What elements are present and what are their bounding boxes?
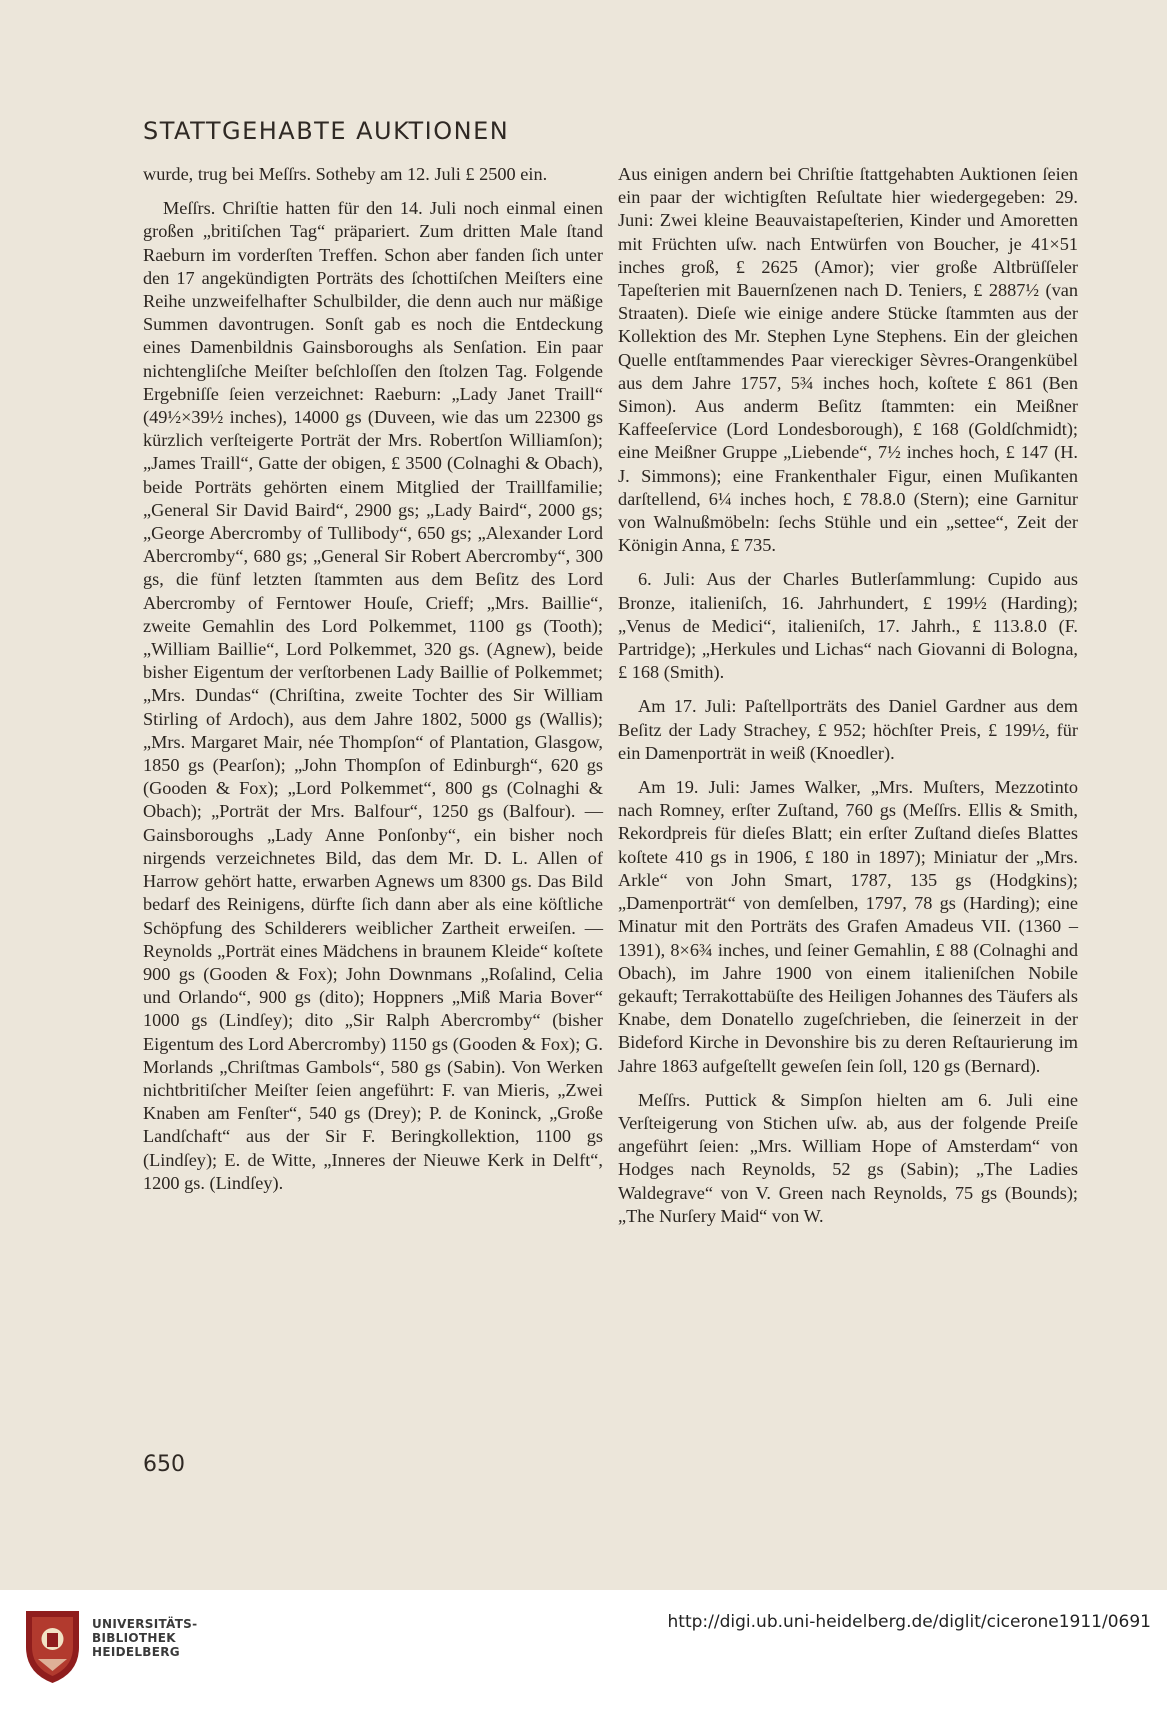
paragraph: Am 19. Juli: James Walker, „Mrs. Muſters, Mezzotinto nach Romney, erſter Zuſtand, 760 gs (Meſſrs. Ellis & Smith, Rekordpreis für dieſes Blatt; ein erſter Zuſtand dieſes Blattes koſtete 410 gs in 1906, £ 180 in 1897); Miniatur der „Mrs. Arkle“ von John Smart, 1787, 135 gs (Hodgkins); „Damenporträt“ von demſelben, 1797, 78 gs (Harding); eine Minatur mit den Porträts des Grafen Amadeus VII. (1360 – 1391), 8×6¾ inches, und ſeiner Gemahlin, £ 88 (Colnaghi and Obach), im Jahre 1900 von einem italieniſchen Nobile gekauft; Terrakottabüſte des Heiligen Johannes des Täufers als Knabe, dem Donatello zugeſchrieben, die ſeinerzeit in der Bideford Kirche in Devonshire bis zu deren Reſtaurierung im Jahre 1863 aufgeſtellt geweſen ſein ſoll, 120 gs (Bernard). <box>618 777 1078 1076</box>
source-url-link[interactable]: http://digi.ub.uni-heidelberg.de/diglit/cicerone1911/0691 <box>667 1612 1151 1632</box>
right-column <box>618 163 1078 1228</box>
paragraph: Meſſrs. Puttick & Simpſon hielten am 6. Juli eine Verſteigerung von Stichen uſw. ab, aus der folgende Preiſe angeführt ſeien: „Mrs. William Hope of Amsterdam“ von Hodges nach Reynolds, 52 gs (Sabin); „The Ladies Waldegrave“ von V. Green nach Reynolds, 75 gs (Bounds); „The Nurſery Maid“ von W. <box>618 1089 1078 1226</box>
library-name-line: BIBLIOTHEK <box>92 1631 176 1645</box>
paragraph: wurde, trug bei Meſſrs. Sotheby am 12. Juli £ 2500 ein. <box>143 164 548 184</box>
paragraph: Am 17. Juli: Paſtellporträts des Daniel Gardner aus dem Beſitz der Lady Strachey, £ 952; höchſter Preis, £ 199½, für ein Damenporträt in weiß (Knoedler). <box>618 696 1078 763</box>
library-name <box>92 1617 197 1659</box>
paragraph: Meſſrs. Chriſtie hatten für den 14. Juli noch einmal einen großen „britiſchen Tag“ präpariert. Zum dritten Male ſtand Raeburn im vorderſten Treffen. Schon aber fanden ſich unter den 17 angekündigten Porträts des ſchottiſchen Meiſters eine Reihe unzweifelhafter Schulbilder, die denn auch nur mäßige Summen davontrugen. Sonſt gab es noch die Entdeckung eines Damenbildnis Gainsboroughs als Senſation. Ein paar nichtengliſche Meiſter beſchloſſen den ſtolzen Tag. Folgende Ergebniſſe ſeien verzeichnet: Raeburn: „Lady Janet Traill“ (49½×39½ inches), 14000 gs (Duveen, wie das um 22300 gs kürzlich verſteigerte Porträt der Mrs. Robertſon Williamſon); „James Traill“, Gatte der obigen, £ 3500 (Colnaghi & Obach), beide Porträts gehörten einem Mitglied der Traillfamilie; „General Sir David Baird“, 2900 gs; „Lady Baird“, 2000 gs; „George Abercromby of Tullibody“, 650 gs; „Alexander Lord Abercromby“, 680 gs; „General Sir Robert Abercromby“, 300 gs, die fünf letzten ſtammten aus dem Beſitz des Lord Abercromby of Ferntower Houſe, Crieff; „Mrs. Baillie“, zweite Gemahlin des Lord Polkemmet, 1100 gs (Tooth); „William Baillie“, Lord Polkemmet, 320 gs. (Agnew), beide bisher Eigentum der verſtorbenen Lady Baillie of Polkemmet; „Mrs. Dundas“ (Chriſtina, zweite Tochter des Sir William Stirling of Ardoch), aus dem Jahre 1802, 5000 gs (Wallis); „Mrs. Margaret Mair, née Thompſon“ of Plantation, Glasgow, 1850 gs (Pearſon); „John Thompſon of Edinburgh“, 620 gs (Gooden & Fox); „Lord Polkemmet“, 800 gs (Colnaghi & Obach); „Porträt der Mrs. Balfour“, 1250 gs (Balfour). — Gainsboroughs „Lady Anne Ponſonby“, ein bisher noch nirgends verzeichnetes Bild, das dem Mr. D. L. Allen of Harrow gehört hatte, erwarben Agnews um 8300 gs. Das Bild bedarf des Reinigens, dürfte ſich dann aber als eine köſtliche Schöpfung des Schilderers weiblicher Zartheit erweiſen. — Reynolds „Porträt eines Mädchens in braunem Kleide“ koſtete 900 gs (Gooden & Fox); John Downmans „Roſalind, Celia und Orlando“, 900 gs (dito); Hoppners „Miß Maria Bover“ 1000 gs (Lindſey); dito „Sir Ralph Abercromby“ (bisher Eigentum des Lord Abercromby) 1150 gs (Gooden & Fox); G. Morlands „Chriſtmas Gambols“, 580 gs (Sabin). Von Werken nichtbritiſcher Meiſter ſeien angeführt: F. van Mieris, „Zwei Knaben am Fenſter“, 540 gs (Drey); P. de Koninck, „Große Landſchaft“ aus der Sir F. Beringkollektion, 1100 gs (Lindſey); E. de Witte, „Inneres der Nieuwe Kerk in Delft“, 1200 gs. (Lindſey). <box>143 198 603 1193</box>
paragraph: Aus einigen andern bei Chriſtie ſtattgehabten Auktionen ſeien ein paar der wichtigſten Reſultate hier wiedergegeben: 29. Juni: Zwei kleine Beauvaistapeſterien, Kinder und Amoretten mit Früchten uſw. nach Entwürfen von Boucher, je 41×51 inches groß, £ 2625 (Amor); vier große Altbrüſſeler Tapeſterien mit Bauernſzenen nach D. Teniers, £ 2887½ (van Straaten). Dieſe wie einige andere Stücke ſtammten aus der Kollektion des Mr. Stephen Lyne Stephens. Ein der gleichen Quelle entſtammendes Paar viereckiger Sèvres-Orangenkübel aus dem Jahre 1757, 5¾ inches hoch, koſtete £ 861 (Ben Simon). Aus anderm Beſitz ſtammten: ein Meißner Kaffeeſervice (Lord Londesborough), £ 168 (Goldſchmidt); eine Meißner Gruppe „Liebende“, 7½ inches hoch, £ 147 (H. J. Simmons); eine Frankenthaler Figur, einen Muſikanten darſtellend, 6¼ inches hoch, £ 78.8.0 (Stern); eine Garnitur von Walnußmöbeln: ſechs Stühle und ein „settee“, Zeit der Königin Anna, £ 735. <box>618 164 1078 556</box>
page-number: 650 <box>143 1452 185 1477</box>
paragraph: 6. Juli: Aus der Charles Butlerſammlung: Cupido aus Bronze, italieniſch, 16. Jahrhundert, £ 199½ (Harding); „Venus de Medici“, italieniſch, 17. Jahrh., £ 113.8.0 (F. Partridge); „Herkules und Lichas“ nach Giovanni di Bologna, £ 168 (Smith). <box>618 569 1078 683</box>
library-name-line: HEIDELBERG <box>92 1645 180 1659</box>
university-seal-icon <box>20 1603 85 1687</box>
library-name-line: UNIVERSITÄTS- <box>92 1617 198 1631</box>
left-column <box>143 163 603 1195</box>
running-head: STATTGEHABTE AUKTIONEN <box>143 117 510 145</box>
